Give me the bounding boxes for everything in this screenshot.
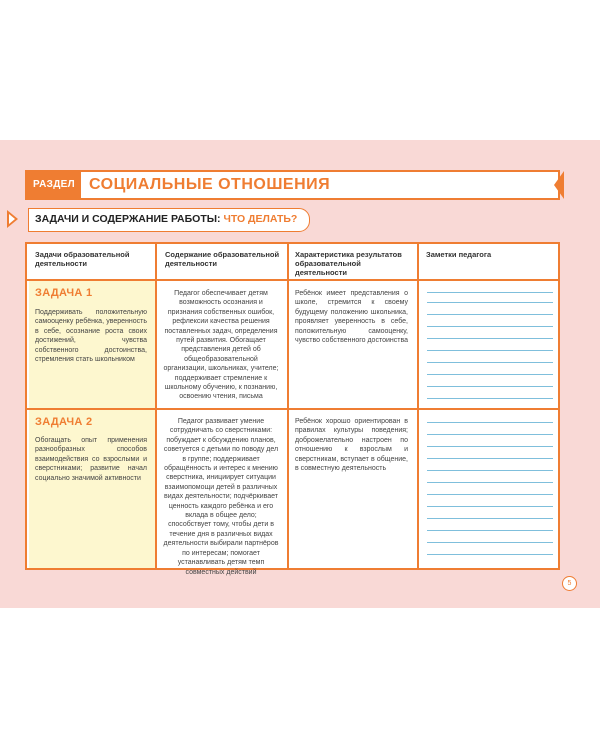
- note-line[interactable]: [427, 446, 553, 447]
- note-line[interactable]: [427, 326, 553, 327]
- task-1-title: ЗАДАЧА 1: [35, 287, 93, 299]
- note-line[interactable]: [427, 374, 553, 375]
- note-line[interactable]: [427, 314, 553, 315]
- section-banner: [25, 170, 560, 200]
- note-line[interactable]: [427, 518, 553, 519]
- note-line[interactable]: [427, 542, 553, 543]
- note-line[interactable]: [427, 422, 553, 423]
- subheading-text: ЗАДАЧИ И СОДЕРЖАНИЕ РАБОТЫ:: [35, 213, 224, 225]
- subheading: [28, 208, 310, 232]
- row-divider: [27, 279, 558, 281]
- note-line[interactable]: [427, 386, 553, 387]
- task-2-result: Ребёнок хорошо ориентирован в правилах культуры поведения; доброжелательно настроен по отношению к взрослым и сверстникам, вступает в общение, в совместную деятельность: [295, 418, 408, 473]
- banner-flag-icon: [554, 171, 564, 199]
- note-line[interactable]: [427, 434, 553, 435]
- task-1-content: Педагог обеспечивает детям возможность осознания и признания собственных ошибок, рефлексии качества решения поставленных задач, определения путей развития. Обогащает представления детей об общеобразовательной организации, школьниках, учителе; поддерживает стремление к школьному обучению, к познанию, освоению чтения, письма: [163, 290, 279, 401]
- header-notes: Заметки педагога: [426, 250, 492, 259]
- page-number: 5: [562, 576, 577, 591]
- header-content: Содержание образовательной деятельности: [165, 250, 280, 268]
- column-divider: [155, 244, 157, 568]
- task-1-result: Ребёнок имеет представления о школе, стремится к своему будущему положению школьника, проявляет уверенность в себе, положительную самооценку, чувство собственного достоинства: [295, 290, 408, 345]
- note-line[interactable]: [427, 338, 553, 339]
- note-line[interactable]: [427, 482, 553, 483]
- note-line[interactable]: [427, 470, 553, 471]
- note-line[interactable]: [427, 292, 553, 293]
- note-line[interactable]: [427, 362, 553, 363]
- task-1-text: Поддерживать положительную самооценку ребёнка, уверенность в себе, осознание роста своих достижений, чувства собственного достоинства, стремления стать школьником: [35, 309, 147, 364]
- page-area: [0, 140, 600, 608]
- note-line[interactable]: [427, 398, 553, 399]
- note-line[interactable]: [427, 458, 553, 459]
- task-2-title: ЗАДАЧА 2: [35, 416, 93, 428]
- note-line[interactable]: [427, 494, 553, 495]
- subheading-accent: ЧТО ДЕЛАТЬ?: [223, 213, 298, 225]
- column-divider: [417, 244, 419, 568]
- task-2-highlight: [29, 410, 155, 568]
- header-results: Характеристика результатов образовательной деятельности: [295, 250, 402, 277]
- arrow-inner-shape: [9, 214, 15, 224]
- header-tasks: Задачи образовательной деятельности: [35, 250, 130, 268]
- section-title: СОЦИАЛЬНЫЕ ОТНОШЕНИЯ: [89, 176, 331, 193]
- row-divider: [27, 408, 558, 410]
- note-line[interactable]: [427, 506, 553, 507]
- task-2-text: Обогащать опыт применения разнообразных способов взаимодействия со взрослыми и сверстниками; развитие начал социально значимой активности: [35, 437, 147, 482]
- column-divider: [287, 244, 289, 568]
- note-line[interactable]: [427, 554, 553, 555]
- task-2-content: Педагог развивает умение сотрудничать со сверстниками: побуждает к обсуждению планов, советуется с детьми по поводу дел в группе; поддерживает обращённость и интерес к мнению сверстника, инициирует ситуации взаимопомощи детей в различных видах деятельности; подчёркивает ценность каждого ребёнка и его вклада в общее дело; способствует тому, чтобы дети в течение дня в различных видах деятельности выбирали партнёров по интересам; помогает устанавливать детям темп совместных действий: [163, 418, 279, 576]
- tasks-table: [25, 242, 560, 576]
- section-tag: РАЗДЕЛ: [27, 172, 81, 198]
- note-line[interactable]: [427, 530, 553, 531]
- note-line[interactable]: [427, 302, 553, 303]
- note-line[interactable]: [427, 350, 553, 351]
